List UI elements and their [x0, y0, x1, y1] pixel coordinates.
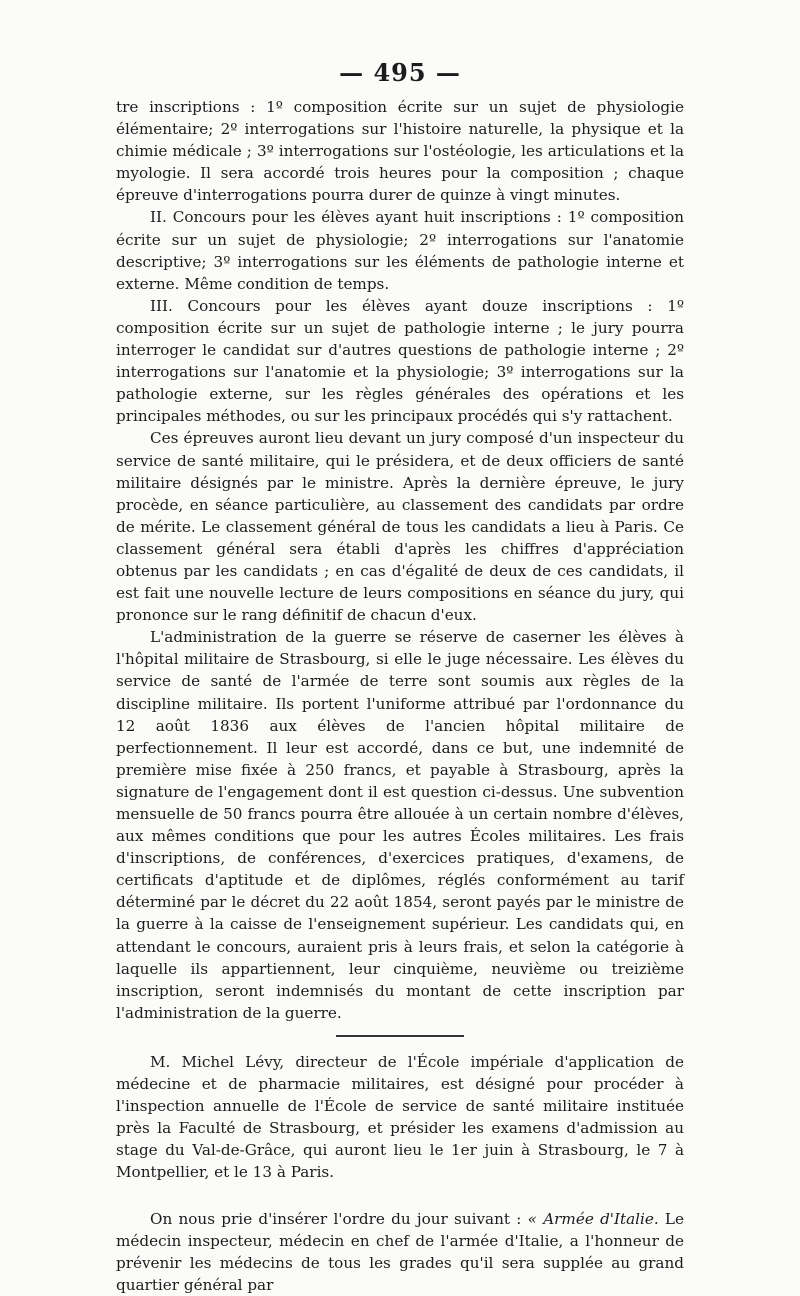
ordre-du-jour-text: Le médecin inspecteur, médecin en chef de l'armée d'Italie, a l'honneur de prévenir les médecins de tous les grades qu'il sera supplée au grand quartier général par	[116, 1209, 684, 1294]
paragraph-administration: L'administration de la guerre se réserve de caserner les élèves à l'hôpital militaire de Strasbourg, si elle le juge nécessaire. Les élèves du service de santé de l'armée de terre sont soumis aux règles de la discipline militaire. Ils portent l'uniforme attribué par l'ordonnance du 12 août 1836 aux élèves de l'ancien hôpital militaire de perfectionnement. Il leur est accordé, dans ce but, une indemnité de première mise fixée à 250 francs, et payable à Strasbourg, après la signature de l'engagement dont il est question ci-dessus. Une subvention mensuelle de 50 francs pourra être allouée à un certain nombre d'élèves, aux mêmes conditions que pour les autres Écoles militaires. Les frais d'inscriptions, de conférences, d'exercices pratiques, d'examens, de certificats d'aptitude et de diplômes, réglés conformément au tarif déterminé par le décret du 22 août 1854, seront payés par le ministre de la guerre à la caisse de l'enseignement supérieur. Les candidats qui, en attendant le concours, auraient pris à leurs frais, et selon la catégorie à laquelle ils appartiennent, leur cinquième, neuvième ou treizième inscription, seront indemnisés du montant de cette inscription par l'administration de la guerre.	[116, 628, 684, 1022]
paragraph-michel-levy: M. Michel Lévy, directeur de l'École impériale d'application de médecine et de pharmacie militaires, est désigné pour procéder à l'inspection annuelle de l'École de service de santé militaire instituée près la Faculté de Strasbourg, et présider les examens d'admission au stage du Val-de-Grâce, qui auront lieu le 1er juin à Strasbourg, le 7 à Montpellier, et le 13 à Paris.	[116, 1052, 684, 1182]
paragraph-epreuves-jury: Ces épreuves auront lieu devant un jury composé d'un inspecteur du service de santé militaire, qui le présidera, et de deux officiers de santé militaire désignés par le ministre. Après la dernière épreuve, le jury procède, en séance particulière, au classement des candidats par ordre de mérite. Le classement général de tous les candidats a lieu à Paris. Ce classement général sera établi d'après les chiffres d'appréciation obtenus par les candidats ; en cas d'égalité de deux de ces candidats, il est fait une nouvelle lecture de leurs compositions en séance du jury, qui prononce sur le rang définitif de chacun d'eux.	[116, 429, 684, 625]
section-divider	[336, 1035, 464, 1037]
page-body	[116, 96, 684, 1296]
page-number: — 495 —	[339, 58, 461, 87]
paragraph-ordre-du-jour	[116, 1208, 684, 1296]
paragraph-concours-ii: II. Concours pour les élèves ayant huit inscriptions : 1º composition écrite sur un sujet de physiologie; 2º interrogations sur l'anatomie descriptive; 3º interrogations sur les éléments de pathologie interne et externe. Même condition de temps.	[116, 208, 684, 293]
armee-italie-heading: « Armée d'Italie.	[527, 1209, 659, 1228]
paragraph-concours-iii: III. Concours pour les élèves ayant douze inscriptions : 1º composition écrite sur un sujet de pathologie interne ; le jury pourra interroger le candidat sur d'autres questions de pathologie interne ; 2º interrogations sur l'anatomie et la physiologie; 3º interrogations sur la pathologie externe, sur les règles générales des opérations et les principales méthodes, ou sur les principaux procédés qui s'y rattachent.	[116, 296, 684, 426]
section-gap	[116, 1184, 684, 1208]
paragraph-continuation: tre inscriptions : 1º composition écrite sur un sujet de physiologie élémentaire; 2º interrogations sur l'histoire naturelle, la physique et la chimie médicale ; 3º interrogations sur l'ostéologie, les articulations et la myologie. Il sera accordé trois heures pour la composition ; chaque épreuve d'interrogations pourra durer de quinze à vingt minutes.	[116, 98, 684, 205]
ordre-du-jour-intro: On nous prie d'insérer l'ordre du jour suivant :	[150, 1209, 528, 1228]
